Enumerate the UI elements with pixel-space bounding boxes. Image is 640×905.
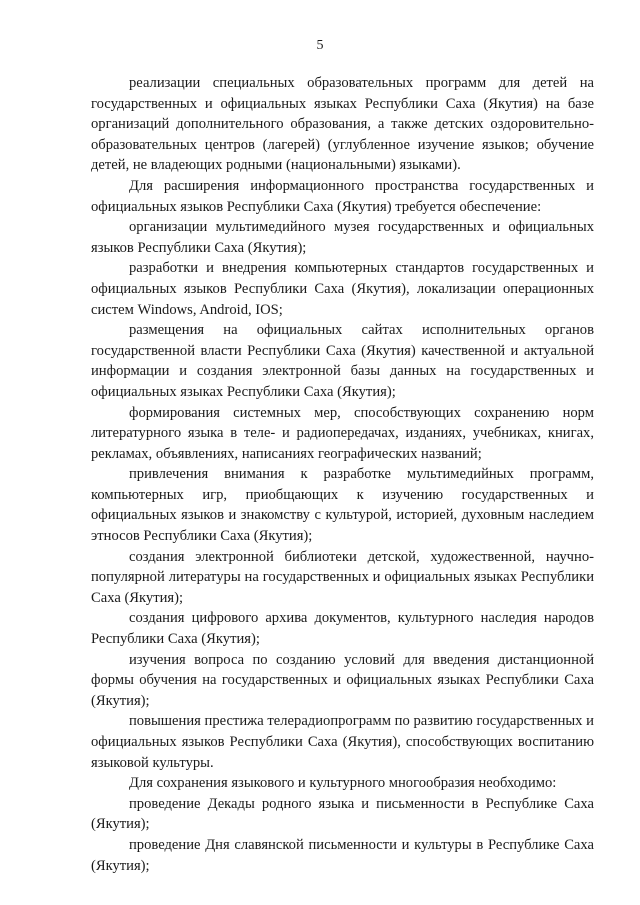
paragraph-official-sites: размещения на официальных сайтах исполнительных органов государственной власти Республики Саха (Якутия) качественной и актуальной информации и создания электронной базы данных на государственных и официальных языках Республики Саха (Якутия);: [91, 322, 594, 400]
paragraph-special-programs: реализации специальных образовательных программ для детей на государственных и официальных языках Республики Саха (Якутия) на базе организаций дополнительного образования, а также детских оздоровительно-образовательных центров (лагерей) (углубленное изучение языков; обучение детей, не владеющих родными (национальными) языками).: [91, 75, 594, 174]
paragraph-native-language-decade: проведение Декады родного языка и письменности в Республике Саха (Якутия);: [91, 795, 594, 833]
paragraph-tv-radio-prestige: повышения престижа телерадиопрограмм по развитию государственных и официальных языков Республики Саха (Якутия), способствующих воспитанию языковой культуры.: [91, 713, 594, 771]
paragraph-multimedia-programs: привлечения внимания к разработке мультимедийных программ, компьютерных игр, приобщающих к изучению государственных и официальных языков и знакомству с культурой, историей, духовным наследием этносов Республики Саха (Якутия);: [91, 466, 594, 545]
page-number: 5: [316, 38, 324, 53]
paragraph-literary-norms: формирования системных мер, способствующих сохранению норм литературного языка в теле- и радиопередачах, изданиях, учебниках, книгах, рекламах, объявлениях, написаниях географических названий;: [91, 404, 594, 462]
paragraph-multimedia-museum: организации мультимедийного музея государственных и официальных языков Республики Саха (Якутия);: [91, 219, 594, 256]
paragraph-electronic-library: создания электронной библиотеки детской, художественной, научно-популярной литературы на государственных и официальных языках Республики Саха (Якутия);: [91, 548, 594, 606]
paragraph-digital-archive: создания цифрового архива документов, культурного наследия народов Республики Саха (Якутия);: [91, 610, 594, 648]
paragraph-diversity-intro: Для сохранения языкового и культурного многообразия необходимо:: [129, 775, 557, 792]
paragraph-info-space-intro: Для расширения информационного пространства государственных и официальных языков Республики Саха (Якутия) требуется обеспечение:: [91, 177, 594, 215]
paragraph-computer-standards: разработки и внедрения компьютерных стандартов государственных и официальных языков Республики Саха (Якутия), локализации операционных систем Windows, Android, IOS;: [91, 260, 594, 318]
document-body: [91, 73, 594, 876]
paragraph-distance-learning: изучения вопроса по созданию условий для введения дистанционной формы обучения на государственных и официальных языках Республики Саха (Якутия);: [91, 651, 594, 709]
paragraph-slavic-writing-day: проведение Дня славянской письменности и культуры в Республике Саха (Якутия);: [91, 836, 594, 874]
